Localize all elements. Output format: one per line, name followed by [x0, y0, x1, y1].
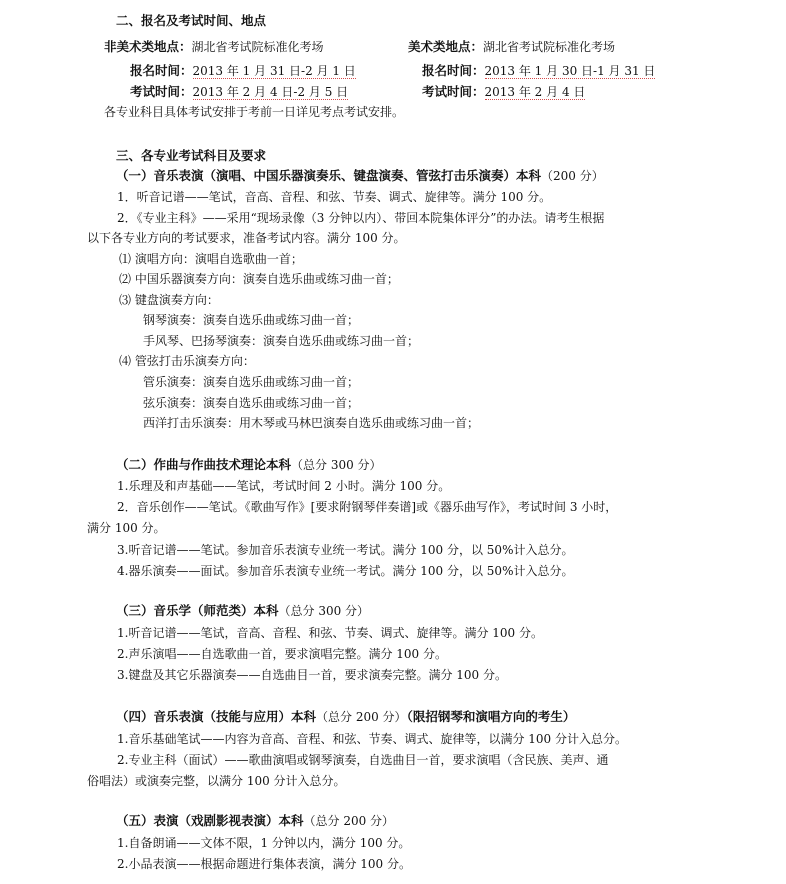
- exam-arrangement-note: 各专业科目具体考试安排于考前一日详见考点考试安排。: [104, 105, 405, 119]
- list-item: 管乐演奏：演奏自选乐曲或练习曲一首；: [143, 375, 360, 389]
- exam-time-value: 2013 年 2 月 4 日-2 月 5 日: [192, 85, 349, 99]
- list-item: 2.声乐演唱——自选歌曲一首，要求演唱完整。满分 100 分。: [117, 647, 447, 661]
- subsection-5-score: （总分 200 分）: [303, 814, 395, 828]
- subsection-4-score: （总分 200 分）: [316, 710, 407, 724]
- registration-value: 2013 年 1 月 31 日-2 月 1 日: [192, 64, 356, 78]
- list-item: 1.听音记谱——笔试，音高、音程、和弦、节奏、调式、旋律等。满分 100 分。: [117, 626, 543, 640]
- list-item: 西洋打击乐演奏：用木琴或马林巴演奏自选乐曲或练习曲一首；: [143, 416, 480, 430]
- list-item: 1.自备朗诵——文体不限，1 分钟以内，满分 100 分。: [117, 836, 411, 850]
- section3-heading: 三、各专业考试科目及要求: [116, 148, 267, 163]
- exam-time-art: [422, 84, 585, 100]
- exam-time-nonart: [130, 84, 348, 100]
- list-item: 2．音乐创作——笔试。《歌曲写作》[要求附钢琴伴奏谱]或《器乐曲写作》，考试时间 3 小时，: [117, 500, 618, 514]
- list-item: 4.器乐演奏——面试。参加音乐表演专业统一考试。满分 100 分，以 50%计入总分。: [117, 564, 574, 578]
- subsection-4-title: （四）音乐表演（技能与应用）本科: [116, 709, 317, 724]
- location-nonart-value: 湖北省考试院标准化考场: [191, 40, 324, 54]
- subsection-2-title: （二）作曲与作曲技术理论本科: [116, 457, 292, 472]
- list-item: 弦乐演奏：演奏自选乐曲或练习曲一首；: [143, 396, 360, 410]
- location-nonart: [104, 39, 324, 55]
- list-item: 2．《专业主科》——采用“现场录像（3 分钟以内）、带回本院集体评分”的办法。请考生根据: [117, 211, 605, 225]
- location-art: [408, 39, 615, 55]
- subsection-2-score: （总分 300 分）: [291, 458, 382, 472]
- list-item: ⑶ 键盘演奏方向：: [119, 293, 219, 307]
- subsection-1-heading: [116, 168, 604, 184]
- subsection-3-score: （总分 300 分）: [278, 604, 370, 618]
- list-item: 2.小品表演——根据命题进行集体表演，满分 100 分。: [117, 857, 411, 871]
- registration-time-nonart: [130, 63, 356, 79]
- subsection-3-heading: [116, 603, 369, 619]
- list-item: 手风琴、巴扬琴演奏：演奏自选乐曲或练习曲一首；: [143, 334, 420, 348]
- subsection-2-heading: [116, 457, 382, 473]
- registration-value: 2013 年 1 月 30 日-1 月 31 日: [484, 64, 656, 78]
- location-art-value: 湖北省考试院标准化考场: [483, 40, 616, 54]
- registration-label: 报名时间：: [422, 63, 485, 78]
- exam-time-label: 考试时间：: [130, 84, 193, 99]
- list-item: 2.专业主科（面试）——歌曲演唱或钢琴演奏，自选曲目一首，要求演唱（含民族、美声、通: [117, 753, 609, 767]
- registration-time-art: [422, 63, 655, 79]
- registration-label: 报名时间：: [130, 63, 193, 78]
- section2-heading: 二、报名及考试时间、地点: [116, 13, 267, 28]
- list-item: ⑴ 演唱方向：演唱自选歌曲一首；: [119, 252, 303, 266]
- subsection-4-heading: [116, 709, 575, 725]
- subsection-4-restriction: （限招钢琴和演唱方向的考生）: [406, 709, 576, 724]
- list-item: 1．听音记谱——笔试，音高、音程、和弦、节奏、调式、旋律等。满分 100 分。: [117, 190, 552, 204]
- list-item: 钢琴演奏：演奏自选乐曲或练习曲一首；: [143, 313, 360, 327]
- exam-time-label: 考试时间：: [422, 84, 485, 99]
- list-item: 俗唱法）或演奏完整，以满分 100 分计入总分。: [87, 774, 346, 788]
- location-nonart-label: 非美术类地点：: [104, 39, 192, 54]
- subsection-1-score: （200 分）: [541, 169, 604, 183]
- exam-time-value: 2013 年 2 月 4 日: [484, 85, 586, 99]
- list-item: 满分 100 分。: [87, 521, 166, 535]
- list-item: 3.听音记谱——笔试。参加音乐表演专业统一考试。满分 100 分，以 50%计入总分。: [117, 543, 574, 557]
- list-item: 3.键盘及其它乐器演奏——自选曲目一首，要求演奏完整。满分 100 分。: [117, 668, 507, 682]
- subsection-5-heading: [116, 813, 394, 829]
- list-item: 1.音乐基础笔试——内容为音高、音程、和弦、节奏、调式、旋律等，以满分 100 分计入总分。: [117, 732, 627, 746]
- subsection-3-title: （三）音乐学（师范类）本科: [116, 603, 279, 618]
- list-item: 1.乐理及和声基础——笔试，考试时间 2 小时。满分 100 分。: [117, 479, 451, 493]
- subsection-1-title: （一）音乐表演（演唱、中国乐器演奏乐、键盘演奏、管弦打击乐演奏）本科: [116, 168, 542, 183]
- list-item: 以下各专业方向的考试要求，准备考试内容。满分 100 分。: [87, 231, 406, 245]
- location-art-label: 美术类地点：: [408, 39, 484, 54]
- list-item: ⑷ 管弦打击乐演奏方向：: [119, 354, 255, 368]
- list-item: ⑵ 中国乐器演奏方向：演奏自选乐曲或练习曲一首；: [119, 272, 399, 286]
- subsection-5-title: （五）表演（戏剧影视表演）本科: [116, 813, 304, 828]
